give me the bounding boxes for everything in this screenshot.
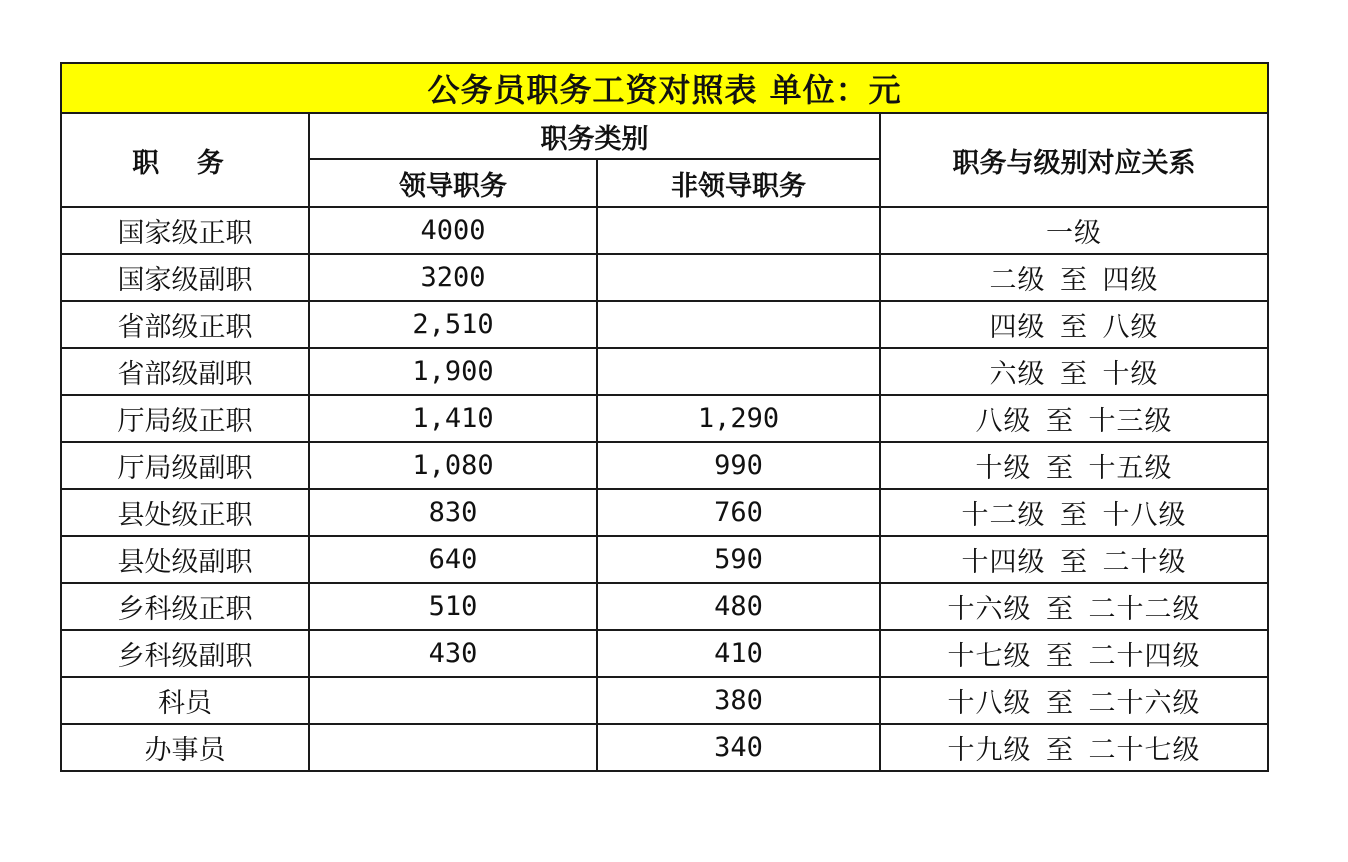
leadership-salary-cell: 1,900 bbox=[309, 348, 597, 395]
position-cell: 科员 bbox=[61, 677, 309, 724]
position-cell: 乡科级副职 bbox=[61, 630, 309, 677]
non-leadership-salary-cell bbox=[597, 348, 880, 395]
grade-relation-cell: 四级 至 八级 bbox=[880, 301, 1268, 348]
table-row bbox=[61, 630, 1268, 677]
position-cell: 国家级副职 bbox=[61, 254, 309, 301]
non-leadership-salary-cell: 760 bbox=[597, 489, 880, 536]
grade-relation-cell: 十二级 至 十八级 bbox=[880, 489, 1268, 536]
salary-table bbox=[60, 62, 1269, 772]
position-cell: 县处级副职 bbox=[61, 536, 309, 583]
leadership-salary-cell bbox=[309, 677, 597, 724]
non-leadership-salary-cell: 340 bbox=[597, 724, 880, 771]
leadership-salary-cell: 3200 bbox=[309, 254, 597, 301]
grade-relation-cell: 六级 至 十级 bbox=[880, 348, 1268, 395]
position-cell: 省部级正职 bbox=[61, 301, 309, 348]
position-cell: 厅局级正职 bbox=[61, 395, 309, 442]
leadership-salary-cell: 2,510 bbox=[309, 301, 597, 348]
table-row bbox=[61, 489, 1268, 536]
table-row bbox=[61, 301, 1268, 348]
grade-relation-cell: 十六级 至 二十二级 bbox=[880, 583, 1268, 630]
header-position: 职 务 bbox=[61, 113, 309, 207]
leadership-salary-cell bbox=[309, 724, 597, 771]
table-row bbox=[61, 442, 1268, 489]
grade-relation-cell: 十级 至 十五级 bbox=[880, 442, 1268, 489]
grade-relation-cell: 一级 bbox=[880, 207, 1268, 254]
non-leadership-salary-cell bbox=[597, 207, 880, 254]
leadership-salary-cell: 1,410 bbox=[309, 395, 597, 442]
leadership-salary-cell: 830 bbox=[309, 489, 597, 536]
table-row bbox=[61, 677, 1268, 724]
table-row bbox=[61, 207, 1268, 254]
non-leadership-salary-cell: 380 bbox=[597, 677, 880, 724]
table-row bbox=[61, 348, 1268, 395]
non-leadership-salary-cell: 990 bbox=[597, 442, 880, 489]
table-row bbox=[61, 395, 1268, 442]
position-cell: 县处级正职 bbox=[61, 489, 309, 536]
grade-relation-cell: 二级 至 四级 bbox=[880, 254, 1268, 301]
table-row bbox=[61, 583, 1268, 630]
grade-relation-cell: 十四级 至 二十级 bbox=[880, 536, 1268, 583]
grade-relation-cell: 十九级 至 二十七级 bbox=[880, 724, 1268, 771]
non-leadership-salary-cell: 590 bbox=[597, 536, 880, 583]
leadership-salary-cell: 1,080 bbox=[309, 442, 597, 489]
grade-relation-cell: 十七级 至 二十四级 bbox=[880, 630, 1268, 677]
non-leadership-salary-cell: 1,290 bbox=[597, 395, 880, 442]
grade-relation-cell: 八级 至 十三级 bbox=[880, 395, 1268, 442]
table-title: 公务员职务工资对照表 单位：元 bbox=[61, 63, 1268, 113]
position-cell: 省部级副职 bbox=[61, 348, 309, 395]
header-grade-relation: 职务与级别对应关系 bbox=[880, 113, 1268, 207]
position-cell: 办事员 bbox=[61, 724, 309, 771]
leadership-salary-cell: 430 bbox=[309, 630, 597, 677]
leadership-salary-cell: 510 bbox=[309, 583, 597, 630]
position-cell: 乡科级正职 bbox=[61, 583, 309, 630]
header-category: 职务类别 bbox=[309, 113, 880, 159]
table-body bbox=[61, 207, 1268, 771]
non-leadership-salary-cell bbox=[597, 254, 880, 301]
leadership-salary-cell: 640 bbox=[309, 536, 597, 583]
non-leadership-salary-cell: 410 bbox=[597, 630, 880, 677]
position-cell: 厅局级副职 bbox=[61, 442, 309, 489]
position-cell: 国家级正职 bbox=[61, 207, 309, 254]
non-leadership-salary-cell: 480 bbox=[597, 583, 880, 630]
non-leadership-salary-cell bbox=[597, 301, 880, 348]
header-leadership: 领导职务 bbox=[309, 159, 597, 207]
table-row bbox=[61, 536, 1268, 583]
grade-relation-cell: 十八级 至 二十六级 bbox=[880, 677, 1268, 724]
header-non-leadership: 非领导职务 bbox=[597, 159, 880, 207]
leadership-salary-cell: 4000 bbox=[309, 207, 597, 254]
table-row bbox=[61, 724, 1268, 771]
table-row bbox=[61, 254, 1268, 301]
